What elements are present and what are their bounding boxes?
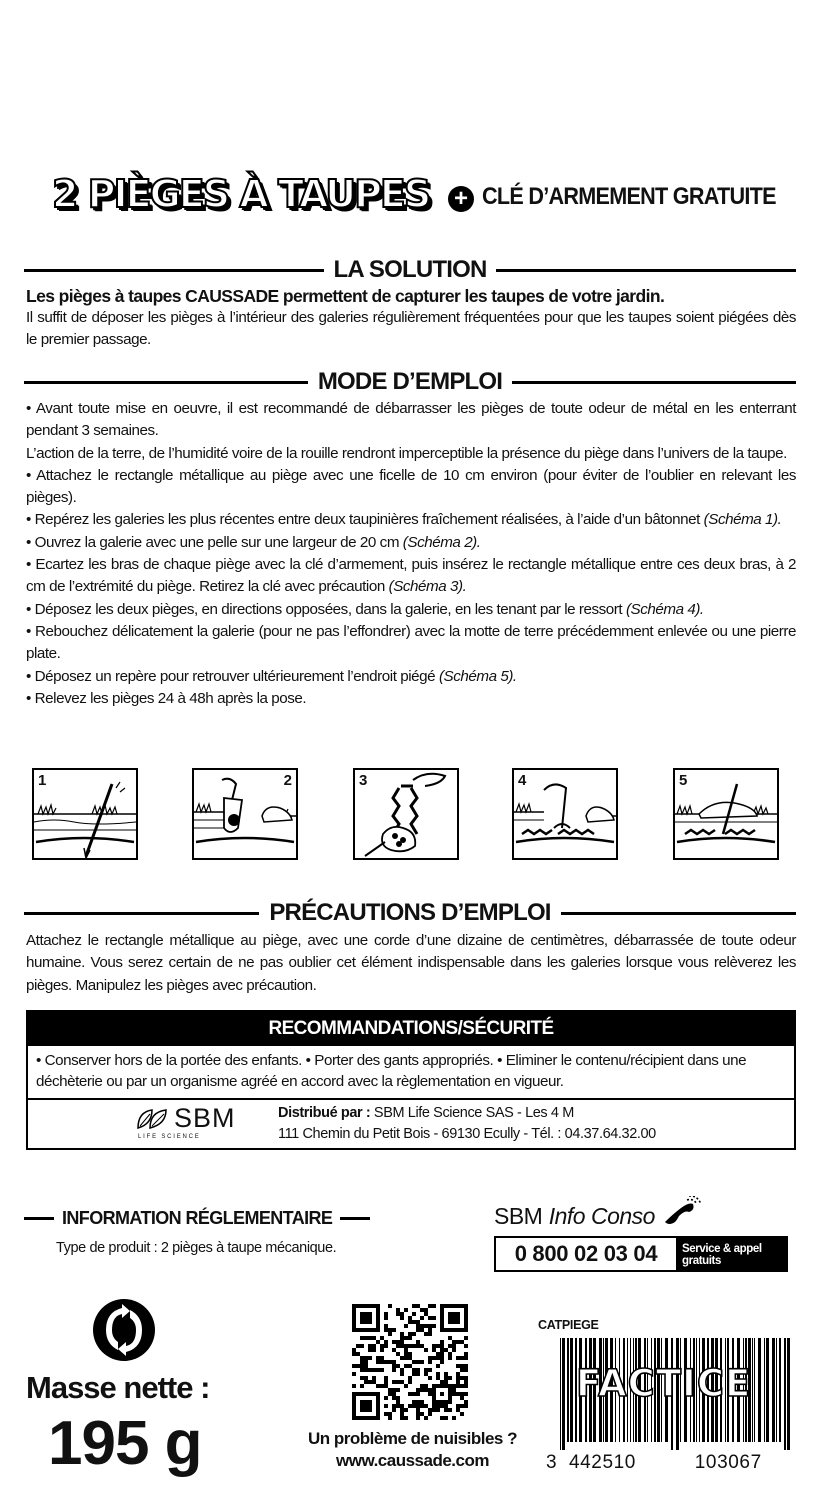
mode-item [26,509,796,531]
plus-icon: + [448,186,474,212]
schema-number: 5 [679,772,688,789]
sbm-logo-subtitle: LIFE SCIENCE [138,1134,201,1140]
marker-over-tunnel-icon [675,770,777,858]
schema-number: 3 [359,772,368,789]
footer-question: Un problème de nuisibles ? [308,1429,517,1448]
distributor-info [278,1103,656,1145]
mode-list [26,398,796,710]
divider [496,269,796,272]
solution-heading: LA SOLUTION [333,256,487,283]
recommendations-box [26,1010,796,1150]
mode-heading: MODE D’EMPLOI [317,368,503,395]
divider [24,381,308,384]
barcode-group2: 103067 [694,1452,762,1473]
schema-1 [32,768,138,860]
mode-item-text: • Ecartez les bras de chaque piège avec la clé d’armement, puis insérez le rectangle métallique entre ces deux bras, à 2 cm de l’extrémité du piège. Retirez la clé avec précaution [26,556,796,596]
net-weight-value: 195 g [48,1409,202,1478]
mode-item-schema-ref: (Schéma 5). [438,667,517,685]
mode-item-schema-ref: (Schéma 3). [388,578,467,596]
mode-item-text: L’action de la terre, de l’humidité voire de la rouille rendront imperceptible la présence du piège dans l’univers de la taupe. [26,444,787,462]
bonus-text: CLÉ D’ARMEMENT GRATUITE [482,183,776,210]
info-conso-brand: SBM [494,1203,543,1229]
barcode-first-digit: 3 [546,1452,558,1473]
sbm-logo-text: SBM [174,1103,236,1133]
divider [561,912,796,915]
precautions-heading-row [24,898,796,928]
schema-4 [512,768,618,860]
recommendations-text: • Conserver hors de la portée des enfants. • Porter des gants appropriés. • Eliminer le contenu/récipient dans une déchèterie ou par un organisme agréé en accord avec la règlementation en vigueur. [28,1046,794,1100]
solution-text: Il suffit de déposer les pièges à l’intérieur des galeries régulièrement fréquentées pour que les taupes soient piégées dès le premier passage. [26,309,796,349]
schema-number: 4 [518,772,527,789]
solution-section [26,285,796,352]
qr-code-icon[interactable] [352,1304,468,1420]
mode-item [26,398,796,443]
footer-block [290,1428,535,1472]
divider [24,1217,54,1220]
product-title: 2 PIÈGES À TAUPES [52,172,430,216]
solution-heading-row [24,255,796,285]
regulatory-heading-row [24,1208,370,1229]
mode-item [26,666,796,688]
green-dot-recycling-icon [92,1298,156,1362]
mode-item-text: • Ouvrez la galerie avec une pelle sur une largeur de 20 cm [26,533,403,551]
phone-icon [661,1196,701,1228]
precautions-heading: PRÉCAUTIONS D’EMPLOI [269,899,551,926]
barcode-overlay: FACTICE [576,1362,752,1405]
distributor-address: 111 Chemin du Petit Bois - 69130 Ecully - Tél. : 04.37.64.32.00 [278,1126,656,1142]
distributor-row [28,1100,794,1148]
mode-item [26,465,796,510]
product-code: CATPIEGE [538,1318,599,1332]
mode-item-text: • Rebouchez délicatement la galerie (pour ne pas l’effondrer) avec la motte de terre précédemment enlevée ou une pierre plate. [26,622,796,663]
divider [24,269,324,272]
phone-tag [676,1238,786,1270]
mode-item [26,443,796,465]
mode-heading-row [24,367,796,397]
recommendations-heading: RECOMMANDATIONS/SÉCURITÉ [28,1012,794,1046]
mode-item [26,532,796,554]
shovel-dig-icon [194,770,296,858]
schema-number: 1 [38,772,47,789]
mode-item [26,688,796,710]
net-weight-label: Masse nette : [26,1370,210,1405]
traps-in-tunnel-icon [514,770,616,858]
phone-box [494,1236,788,1272]
barcode-digits [546,1452,762,1474]
mode-item-text: • Déposez les deux pièges, en directions opposées, dans la galerie, en les tenant par le ressort [26,600,626,618]
schema-2 [192,768,298,860]
divider [340,1217,370,1220]
precautions-text: Attachez le rectangle métallique au piège, avec une corde d’une dizaine de centimètres, débarrassée de toute odeur humaine. Vous serez certain de ne pas oublier cet élément indispensable dans les galeries lorsque vous relèverez les pièges. Manipulez les pièges avec précaution. [26,932,796,994]
divider [512,381,796,384]
mode-item-schema-ref: (Schéma 1). [703,511,782,529]
mode-item-schema-ref: (Schéma 4). [625,600,704,618]
distributor-label: Distribué par : [278,1105,371,1121]
schema-number: 2 [283,772,292,789]
mode-item-text: • Relevez les pièges 24 à 48h après la pose. [26,689,307,707]
phone-tag-line2: gratuits [682,1255,721,1267]
solution-lead: Les pièges à taupes CAUSSADE permettent de capturer les taupes de votre jardin. [26,286,665,306]
phone-tag-line1: Service & appel [682,1243,762,1255]
info-conso-label: Info Conso [548,1203,655,1229]
leaf-logo-icon [136,1106,170,1132]
mode-item [26,554,796,599]
stick-in-ground-icon [34,770,136,858]
footer-url[interactable]: www.caussade.com [336,1451,489,1470]
regulatory-heading: INFORMATION RÉGLEMENTAIRE [62,1208,333,1228]
schema-5 [673,768,779,860]
mode-item-text: • Avant toute mise en oeuvre, il est recommandé de débarrasser les pièges de toute odeur de métal en les enterrant pendant 3 semaines. [26,400,796,440]
distributor-name: SBM Life Science SAS - Les 4 M [370,1105,574,1121]
mode-item-text: • Repérez les galeries les plus récentes entre deux taupinières fraîchement réalisées, à l’aide d’un bâtonnet [26,511,704,529]
divider [24,912,259,915]
arming-key-trap-icon [355,770,457,858]
mode-item-schema-ref: (Schéma 2). [402,533,481,551]
barcode-group1: 442510 [568,1452,636,1473]
regulatory-text: Type de produit : 2 pièges à taupe mécanique. [56,1240,337,1256]
mode-item [26,621,796,666]
info-conso [494,1196,701,1230]
mode-item-text: • Déposez un repère pour retrouver ultérieurement l’endroit piégé [26,667,439,685]
mode-item-text: • Attachez le rectangle métallique au piège avec une ficelle de 10 cm environ (pour éviter de l’oublier en relevant les pièges). [26,466,796,507]
schema-3 [353,768,459,860]
phone-number: 0 800 02 03 04 [514,1241,658,1266]
mode-item [26,599,796,621]
